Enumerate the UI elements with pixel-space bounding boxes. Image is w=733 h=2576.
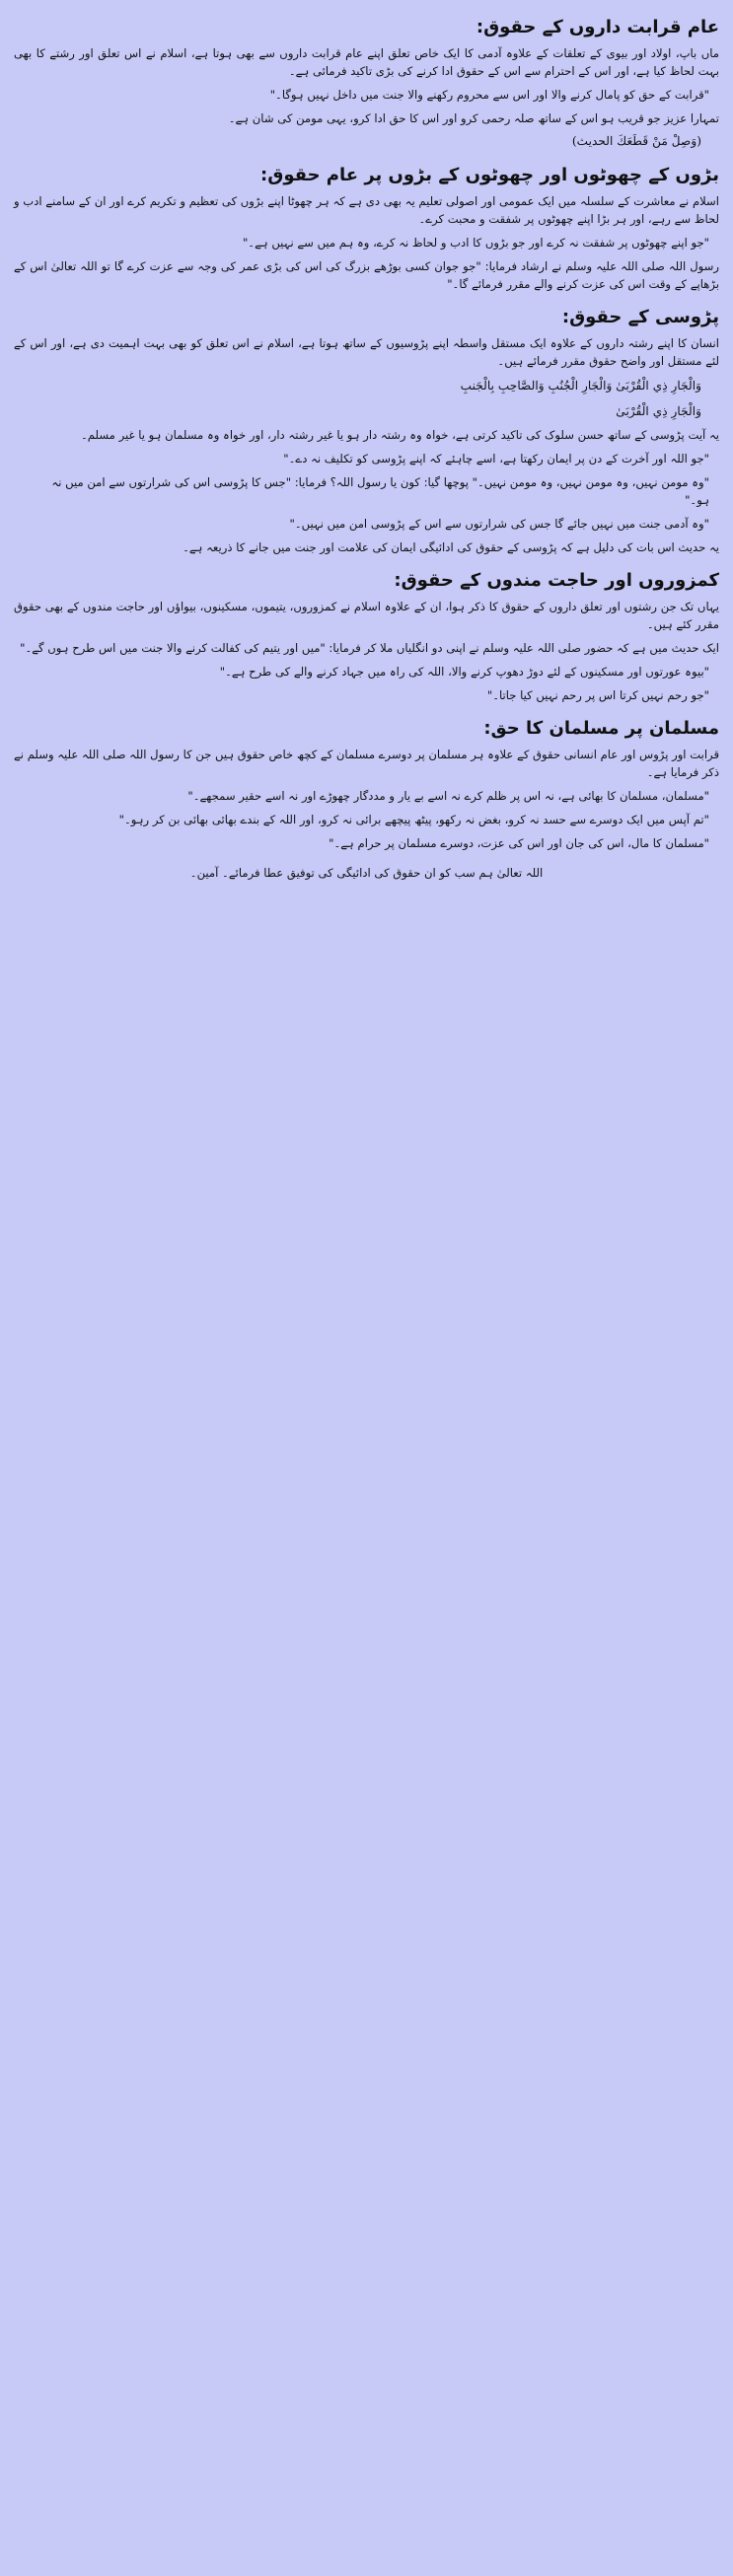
footer <box>14 865 719 883</box>
paragraph: یہ حدیث اس بات کی دلیل ہے کہ پڑوسی کے حقوق کی ادائیگی ایمان کی علامت اور جنت میں جانے کا ذریعہ ہے۔ <box>183 539 719 554</box>
paragraph: ایک حدیث میں ہے کہ حضور صلی اللہ علیہ وسلم نے اپنی دو انگلیاں ملا کر فرمایا: "میں اور یتیم کی کفالت کرنے والا جنت میں اس طرح ہوں گے۔" <box>20 641 719 656</box>
paragraph: ماں باپ، اولاد اور بیوی کے تعلقات کے علاوہ آدمی کا ایک خاص تعلق اپنے عام قرابت داروں سے بھی ہوتا ہے، اسلام نے اس تعلق اور رشتے کا بھی بہت لحاظ کیا ہے، اور اس کے احترام سے اس کے حقوق ادا کرنے کی بڑی تاکید فرمائی ہے۔ <box>14 46 719 79</box>
article-page <box>0 0 733 906</box>
section-heading: پڑوسی کے حقوق: <box>561 306 719 327</box>
section-heading: مسلمان پر مسلمان کا حق: <box>483 718 719 740</box>
section-relatives-rights <box>14 16 719 152</box>
section-muslim-on-muslim-right <box>14 717 719 853</box>
quote: "تم آپس میں ایک دوسرے سے حسد نہ کرو، بغض نہ رکھو، پیٹھ پیچھے برائی نہ کرو، اور اللہ کے بندے بھائی بھائی بن کر رہو۔" <box>118 813 709 827</box>
paragraph: قرابت اور پڑوس اور عام انسانی حقوق کے علاوہ ہر مسلمان پر دوسرے مسلمان کے کچھ خاص حقوق ہیں جن کا رسول اللہ صلی اللہ علیہ وسلم نے ذکر فرمایا ہے۔ <box>14 748 719 780</box>
paragraph: اسلام نے معاشرت کے سلسلہ میں ایک عمومی اور اصولی تعلیم یہ بھی دی ہے کہ ہر چھوٹا اپنے بڑوں کی تعظیم و تکریم کرے اور ان کے سامنے ادب و لحاظ سے رہے، اور ہر بڑا اپنے چھوٹوں پر شفقت و محبت کرے۔ <box>14 193 719 226</box>
paragraph: یہ آیت پڑوسی کے ساتھ حسن سلوک کی تاکید کرتی ہے، خواہ وہ رشتہ دار ہو یا غیر رشتہ دار، اور خواہ وہ مسلمان ہو یا غیر مسلم۔ <box>80 428 719 443</box>
paragraph: یہاں تک جن رشتوں اور تعلق داروں کے حقوق کا ذکر ہوا، ان کے علاوہ اسلام نے کمزوروں، یتیموں، مسکینوں، بیواؤں اور حاجت مندوں کے بھی حقوق مقرر کئے ہیں۔ <box>14 600 719 632</box>
quote: "مسلمان کا مال، اس کی جان اور اس کی عزت، دوسرے مسلمان پر حرام ہے۔" <box>329 836 709 851</box>
section-heading: کمزوروں اور حاجت مندوں کے حقوق: <box>394 569 719 591</box>
arabic-verse: وَالْجَارِ ذِي الْقُرْبَىٰ وَالْجَارِ الْجُنُبِ وَالصَّاحِبِ بِالْجَنبِ <box>460 379 701 394</box>
arabic-verse: وَالْجَارِ ذِي الْقُرْبَىٰ <box>616 403 701 418</box>
arabic-snippet: (وَصِلْ مَنْ قَطَعَكَ الحدیث) <box>571 134 701 149</box>
section-neighbor-rights <box>14 306 719 557</box>
quote: "مسلمان، مسلمان کا بھائی ہے، نہ اس پر ظلم کرے نہ اسے بے یار و مددگار چھوڑے اور نہ اسے حقیر سمجھے۔" <box>187 789 709 804</box>
closing-dua: اللہ تعالیٰ ہم سب کو ان حقوق کی ادائیگی کی توفیق عطا فرمائے۔ آمین۔ <box>189 866 544 881</box>
quote: "وہ مومن نہیں، وہ مومن نہیں، وہ مومن نہیں۔" پوچھا گیا: کون یا رسول اللہ؟ فرمایا: "جس کا پڑوسی اس کی شرارتوں سے امن میں نہ ہو۔" <box>51 475 709 507</box>
section-heading: عام قرابت داروں کے حقوق: <box>476 17 719 37</box>
quote: "قرابت کے حق کو پامال کرنے والا اور اس سے محروم رکھنے والا جنت میں داخل نہیں ہوگا۔" <box>269 88 709 103</box>
paragraph: انسان کا اپنے رشتہ داروں کے علاوہ ایک مستقل واسطہ اپنے پڑوسیوں کے ساتھ ہوتا ہے، اسلام نے اس تعلق کو بھی بہت اہمیت دی ہے، اور اس کے لئے مستقل اور واضح حقوق مقرر فرمائے ہیں۔ <box>14 336 719 369</box>
quote: "جو رحم نہیں کرتا اس پر رحم نہیں کیا جاتا۔" <box>486 688 709 703</box>
section-weak-needy-rights <box>14 569 719 705</box>
paragraph: تمہارا عزیز جو قریب ہو اس کے ساتھ صلہ رحمی کرو اور اس کا حق ادا کرو، یہی مومن کی شان ہے۔ <box>228 111 719 126</box>
quote: "بیوہ عورتوں اور مسکینوں کے لئے دوڑ دھوپ کرنے والا، اللہ کی راہ میں جہاد کرنے والے کی طرح ہے۔" <box>219 665 709 680</box>
paragraph: رسول اللہ صلی اللہ علیہ وسلم نے ارشاد فرمایا: "جو جوان کسی بوڑھے بزرگ کی اس کی بڑی عمر کی وجہ سے عزت کرے گا تو اللہ تعالیٰ اس کے بڑھاپے کے وقت اس کی عزت کرنے والے مقرر فرمائے گا۔" <box>14 258 719 291</box>
quote: "وہ آدمی جنت میں نہیں جائے گا جس کی شرارتوں سے اس کے پڑوسی امن میں نہیں۔" <box>289 516 709 531</box>
quote: "جو اللہ اور آخرت کے دن پر ایمان رکھتا ہے، اسے چاہئے کہ اپنے پڑوسی کو تکلیف نہ دے۔" <box>283 452 709 466</box>
section-heading: بڑوں کے چھوٹوں اور چھوٹوں کے بڑوں پر عام حقوق: <box>260 164 719 185</box>
quote: "جو اپنے چھوٹوں پر شفقت نہ کرے اور جو بڑوں کا ادب و لحاظ نہ کرے، وہ ہم میں سے نہیں ہے۔" <box>242 235 709 250</box>
section-elders-younger-rights <box>14 164 719 294</box>
